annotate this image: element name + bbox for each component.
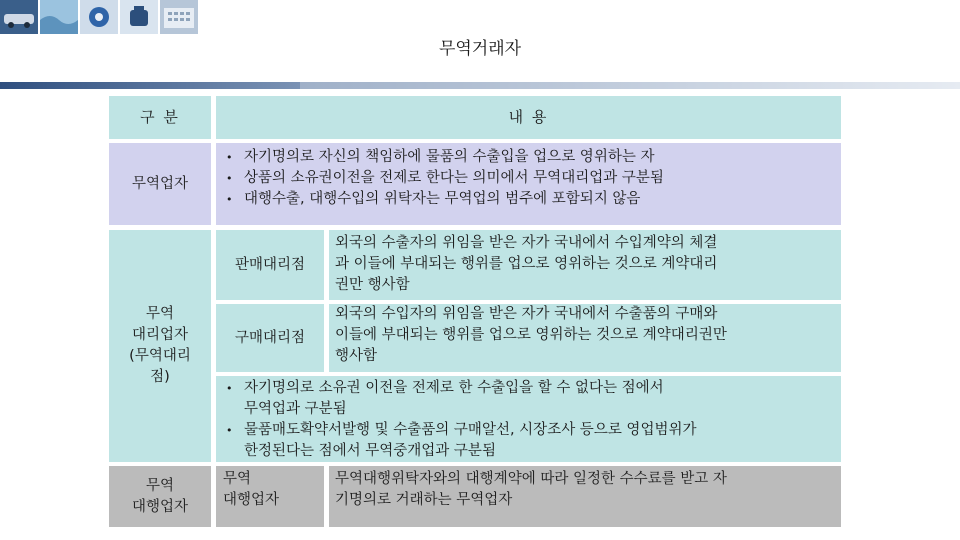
purchase-agent-desc [329,304,841,372]
agent-label-line: 점) [150,369,170,385]
agent-bullet: • 물품매도확약서발행 및 수출품의 구매알선, 시장조사 등으로 영업범위가 한정된다는 점에서 무역중개업과 구분됨 [222,420,841,462]
trader-bullet-list [222,147,841,210]
trader-content [216,143,841,225]
proxy-label-line: 무역 [145,477,174,494]
title-divider [0,82,960,89]
sales-agent-desc [329,230,841,300]
proxy-label-line: 대행업자 [131,498,189,515]
agent-bullet: • 자기명의로 소유권 이전을 전제로 한 수출입을 할 수 없다는 점에서 무역업과 구분됨 [222,378,841,420]
desc-line: 과 이들에 부대되는 행위를 업으로 영위하는 것으로 계약대리 [335,256,718,272]
agent-label-line: 무역 [145,306,174,322]
header-category: 구 분 [109,96,211,139]
header-content: 내 용 [216,96,841,139]
proxy-sublabel [216,466,324,527]
trader-bullet: • 대행수출, 대행수입의 위탁자는 무역업의 범주에 포함되지 않음 [222,189,841,210]
agent-bullet-list [222,378,841,462]
car-image [0,0,38,34]
agent-label [109,230,211,462]
proxy-sublabel-line: 대행업자 [223,492,280,508]
keyboard-image [160,0,198,34]
desc-line: 이들에 부대되는 행위를 업으로 영위하는 것으로 계약대리권만 [335,327,727,343]
agent-label-line: 대리업자 [131,327,189,343]
purchase-agent-label: 구매대리점 [216,304,324,372]
agent-label-line: (무역대리 [129,348,191,364]
desc-line: 외국의 수입자의 위임을 받은 자가 국내에서 수출품의 구매와 [335,306,718,322]
desc-line: 권만 행사함 [335,277,410,293]
trader-label: 무역업자 [109,143,211,225]
phone-image [120,0,158,34]
water-image [40,0,78,34]
trader-bullet: • 상품의 소유권이전을 전제로 한다는 의미에서 무역대리업과 구분됨 [222,168,841,189]
slide-title: 무역거래자 [438,39,522,59]
trader-bullet: • 자기명의로 자신의 책임하에 물품의 수출입을 업으로 영위하는 자 [222,147,841,168]
desc-line: 무역대행위탁자와의 대행계약에 따라 일정한 수수료를 받고 자 [335,471,727,487]
proxy-desc [329,466,841,527]
desc-line: 외국의 수출자의 위임을 받은 자가 국내에서 수입계약의 체결 [335,235,718,251]
header-thumbnails [0,0,200,34]
desc-line: 기명의로 거래하는 무역업자 [335,492,513,508]
proxy-label [109,466,211,527]
blue-flower-image [80,0,118,34]
desc-line: 행사함 [335,348,378,364]
proxy-sublabel-line: 무역 [223,471,252,487]
sales-agent-label: 판매대리점 [216,230,324,300]
agent-notes [216,376,841,462]
